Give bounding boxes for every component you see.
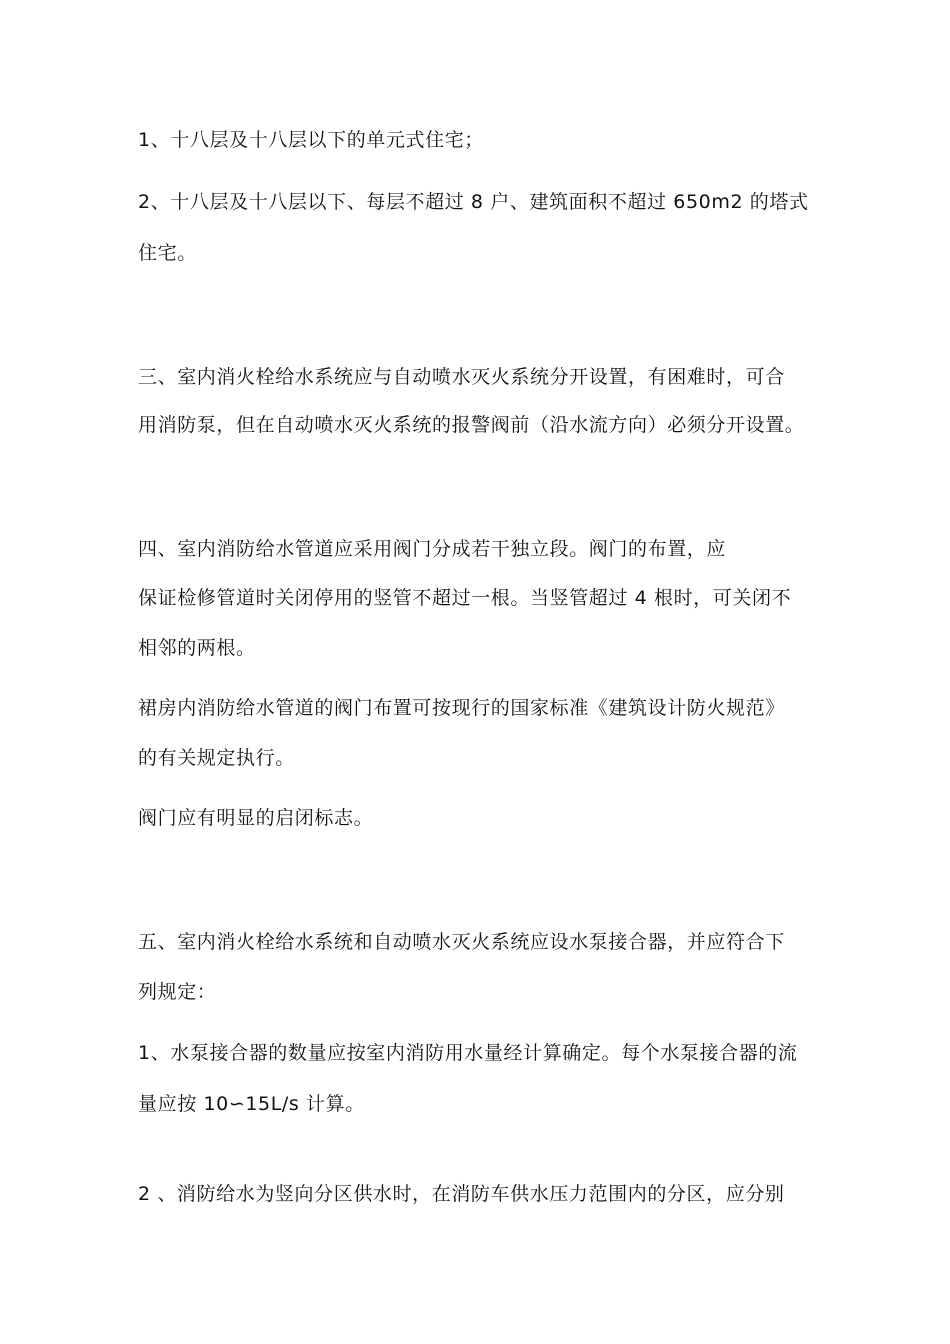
text-line-2: 2、十八层及十八层以下、每层不超过 8 户、建筑面积不超过 650m2 的塔式 (138, 191, 809, 213)
text-line-15: 量应按 10∽15L/s 计算。 (138, 1093, 365, 1115)
text-line-12: 五、室内消火栓给水系统和自动喷水灭火系统应设水泵接合器，并应符合下 (138, 931, 785, 953)
text-line-16: 2 、消防给水为竖向分区供水时，在消防车供水压力范围内的分区，应分别 (138, 1183, 785, 1205)
text-line-10: 的有关规定执行。 (138, 747, 295, 769)
text-line-7: 保证检修管道时关闭停用的竖管不超过一根。当竖管超过 4 根时，可关闭不 (138, 587, 792, 609)
text-line-3: 住宅。 (138, 242, 197, 264)
text-line-9: 裙房内消防给水管道的阀门布置可按现行的国家标准《建筑设计防火规范》 (138, 697, 785, 719)
text-line-8: 相邻的两根。 (138, 637, 256, 659)
text-line-13: 列规定： (138, 981, 217, 1003)
text-line-1: 1、十八层及十八层以下的单元式住宅； (138, 129, 484, 151)
text-line-5: 用消防泵，但在自动喷水灭火系统的报警阀前（沿水流方向）必须分开设置。 (138, 414, 805, 436)
text-line-4: 三、室内消火栓给水系统应与自动喷水灭火系统分开设置，有困难时，可合 (138, 366, 785, 388)
text-line-14: 1、水泵接合器的数量应按室内消防用水量经计算确定。每个水泵接合器的流 (138, 1042, 798, 1064)
text-line-11: 阀门应有明显的启闭标志。 (138, 807, 374, 829)
text-line-6: 四、室内消防给水管道应采用阀门分成若干独立段。阀门的布置，应 (138, 538, 727, 560)
